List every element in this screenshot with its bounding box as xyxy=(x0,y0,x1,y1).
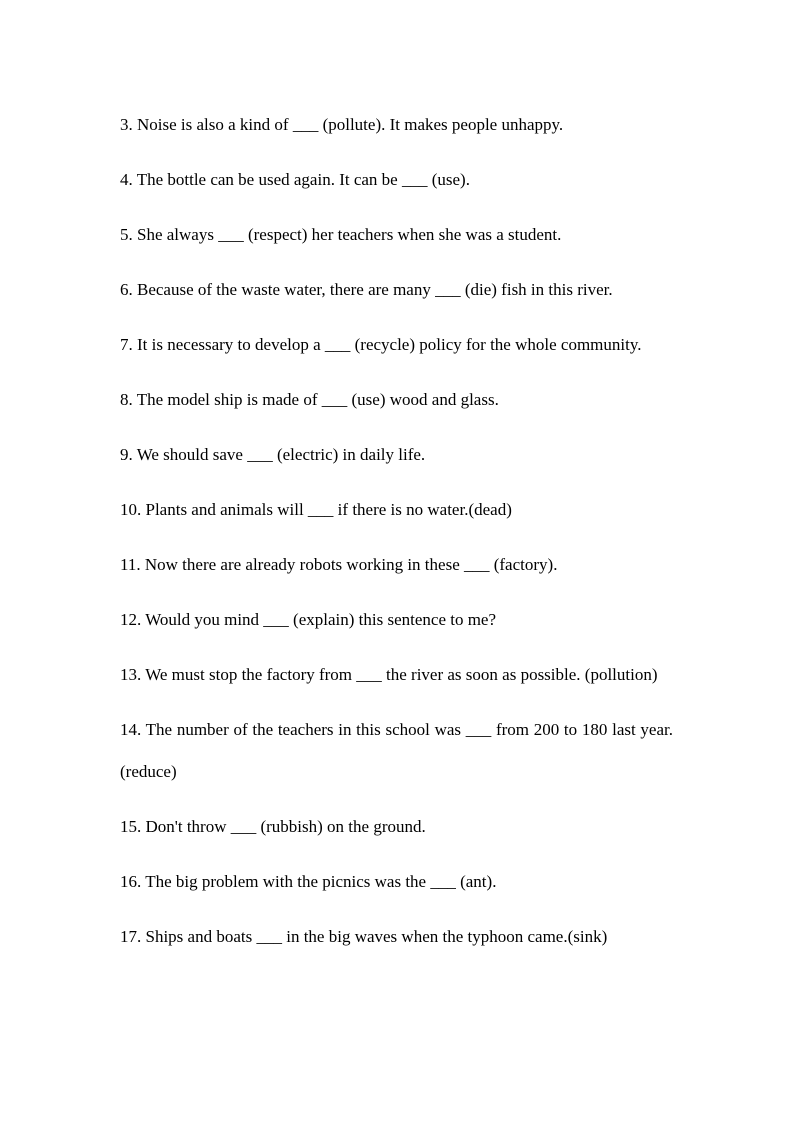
exercise-item-12: 12. Would you mind ___ (explain) this sentence to me? xyxy=(120,610,497,629)
exercise-item-7: 7. It is necessary to develop a ___ (recycle) policy for the whole community. xyxy=(120,335,642,354)
exercise-item-15: 15. Don't throw ___ (rubbish) on the ground. xyxy=(120,817,426,836)
exercise-item-9: 9. We should save ___ (electric) in daily life. xyxy=(120,445,426,464)
exercise-item-6: 6. Because of the waste water, there are many ___ (die) fish in this river. xyxy=(120,280,613,299)
exercise-item-10: 10. Plants and animals will ___ if there is no water.(dead) xyxy=(120,500,512,519)
exercise-item-11: 11. Now there are already robots working in these ___ (factory). xyxy=(120,555,558,574)
exercise-item-14: 14. The number of the teachers in this school was ___ from 200 to 180 last year.(reduce) xyxy=(120,720,673,781)
exercise-item-16: 16. The big problem with the picnics was the ___ (ant). xyxy=(120,872,497,891)
exercise-item-3: 3. Noise is also a kind of ___ (pollute). It makes people unhappy. xyxy=(120,115,564,134)
exercise-item-17: 17. Ships and boats ___ in the big waves when the typhoon came.(sink) xyxy=(120,927,608,946)
exercise-item-13: 13. We must stop the factory from ___ the river as soon as possible. (pollution) xyxy=(120,665,658,684)
exercise-item-5: 5. She always ___ (respect) her teachers when she was a student. xyxy=(120,225,562,244)
exercise-list xyxy=(120,104,673,971)
exercise-item-8: 8. The model ship is made of ___ (use) wood and glass. xyxy=(120,390,499,409)
exercise-item-4: 4. The bottle can be used again. It can be ___ (use). xyxy=(120,170,470,189)
